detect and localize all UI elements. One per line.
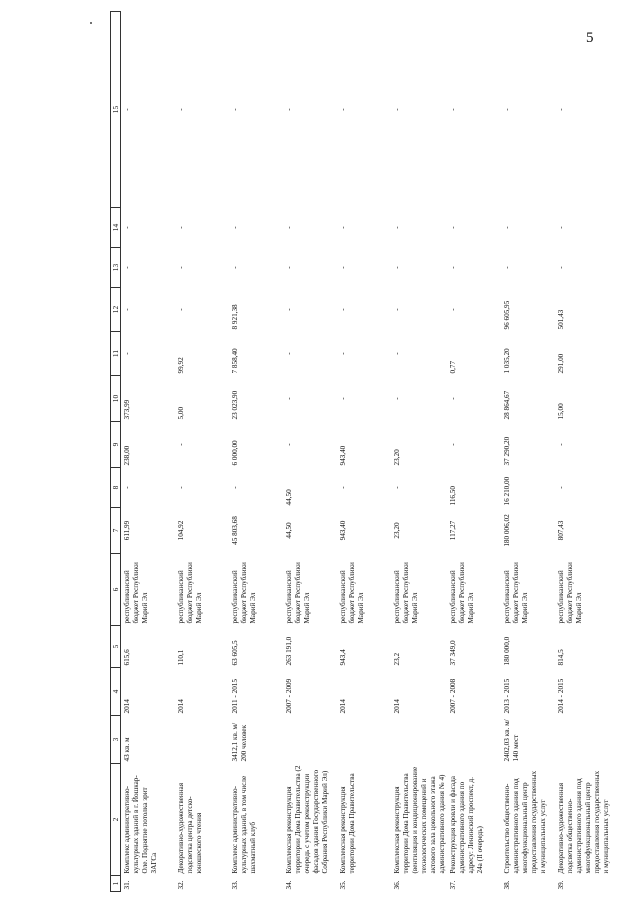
table-row — [391, 12, 447, 892]
table-cell: - — [557, 486, 566, 489]
table-cell: 44,50 — [285, 522, 294, 539]
table-cell: 37. — [449, 880, 458, 890]
table-cell: Комплексная реконструкция территории Дома Правительства — [339, 773, 357, 874]
table-cell: - — [339, 308, 348, 311]
table-cell: - — [123, 352, 132, 355]
table-cell: 2014 — [123, 699, 132, 714]
table-cell: 180 000,0 — [503, 636, 512, 666]
table-cell: 5,00 — [177, 406, 186, 420]
table-cell: Комплекс административно-культурных зданий, в том числе шахматный клуб — [231, 775, 258, 874]
table-row — [229, 12, 283, 892]
budget-table — [110, 11, 611, 892]
table-cell: 615,6 — [123, 649, 132, 666]
table-cell: республиканский бюджет Республики Марий Эл — [177, 562, 204, 624]
table-cell: - — [449, 108, 458, 111]
table-cell: - — [393, 397, 402, 400]
column-header: 6 — [111, 554, 121, 626]
table-cell — [337, 716, 391, 764]
table-cell: - — [449, 397, 458, 400]
table-cell: 180 006,02 — [503, 514, 512, 547]
column-header: 1 — [111, 876, 121, 892]
table-cell: 33. — [231, 880, 240, 890]
table-cell: 23,2 — [393, 652, 402, 666]
table-cell: 2014 — [339, 699, 348, 714]
table-cell: - — [123, 108, 132, 111]
table-cell: - — [231, 486, 240, 489]
table-row — [283, 12, 337, 892]
table-cell: 238,00 — [123, 445, 132, 466]
table-cell: 116,50 — [449, 486, 458, 506]
table-cell: - — [393, 308, 402, 311]
table-cell: 43 кв. м — [123, 737, 132, 762]
table-cell: 117,27 — [449, 520, 458, 541]
table-cell: 1 035,20 — [503, 348, 512, 374]
table-cell: - — [123, 308, 132, 311]
table-cell: - — [393, 226, 402, 229]
table-cell: 34. — [285, 880, 294, 890]
column-header: 2 — [111, 764, 121, 876]
table-cell: 8 921,38 — [231, 304, 240, 330]
table-cell: Декоративно-художественная подсветка центра детско-юношеского чтения — [177, 782, 204, 874]
table-cell: - — [393, 108, 402, 111]
table-cell: 2402,03 кв. м/ 140 мест — [503, 719, 521, 762]
table-cell: 37 349,0 — [449, 640, 458, 666]
table-body — [121, 12, 612, 892]
table-row — [501, 12, 555, 892]
table-cell: - — [285, 108, 294, 111]
table-cell: - — [285, 226, 294, 229]
table-cell: Декоративно-художественная подсветка общественно-административного здания под многофункциональный центр предоставления государственных и муниципальных услуг — [557, 770, 611, 874]
table-cell: - — [177, 486, 186, 489]
table-cell — [555, 716, 611, 764]
table-cell: - — [285, 352, 294, 355]
column-header: 14 — [111, 208, 121, 248]
table-cell: 943,40 — [339, 445, 348, 466]
table-row — [447, 12, 501, 892]
table-cell: - — [285, 266, 294, 269]
table-cell: Комплексная реконструкция территории Дома Правительства (вентиляция и кондиционирование технологических помещений и актового зала цокольного этажа административного здания № 4) — [393, 766, 447, 874]
table-cell: - — [503, 266, 512, 269]
table-cell: - — [177, 226, 186, 229]
table-cell: 263 191,0 — [285, 636, 294, 666]
table-cell: 32. — [177, 880, 186, 890]
table-cell: - — [503, 108, 512, 111]
column-header: 11 — [111, 332, 121, 376]
table-cell: - — [285, 443, 294, 446]
table-cell: Комплексная реконструкция территории Дома Правительства (2 очередь с учетом реконструкции фасадов здания Государственного Собрания Республики Марий Эл) — [285, 765, 330, 874]
table-cell: 2014 - 2015 — [557, 678, 566, 714]
table-row — [337, 12, 391, 892]
table-cell: - — [339, 108, 348, 111]
table-cell: 23 023,90 — [231, 390, 240, 420]
page-number: 5 — [586, 30, 594, 46]
table-cell — [391, 716, 447, 764]
column-header: 12 — [111, 288, 121, 332]
table-cell: - — [231, 108, 240, 111]
table-cell: - — [285, 397, 294, 400]
table-cell: 807,43 — [557, 520, 566, 541]
table-cell: 110,1 — [177, 649, 186, 666]
table-cell: 38. — [503, 880, 512, 890]
table-cell: - — [339, 226, 348, 229]
table-cell: - — [449, 226, 458, 229]
table-cell: республиканский бюджет Республики Марий Эл — [231, 562, 258, 624]
table-cell: 96 605,95 — [503, 300, 512, 330]
table-cell: 23,20 — [393, 522, 402, 539]
table-cell: республиканский бюджет Республики Марий Эл — [339, 562, 366, 624]
table-cell: республиканский бюджет Республики Марий Эл — [557, 562, 584, 624]
table-cell: - — [231, 266, 240, 269]
table-cell: республиканский бюджет Республики Марий Эл — [503, 562, 530, 624]
table-cell: 611,99 — [123, 520, 132, 541]
table-cell: - — [557, 226, 566, 229]
table-cell — [283, 716, 337, 764]
table-cell: - — [449, 266, 458, 269]
table-cell: - — [123, 486, 132, 489]
table-cell: 39. — [557, 880, 566, 890]
table-cell: Строительство общественно-административного здания под многофункциональный центр предоставления государственных и муниципальных услуг — [503, 770, 548, 874]
table-cell: 291,00 — [557, 353, 566, 374]
table-cell: республиканский бюджет Республики Марий Эл — [393, 562, 420, 624]
table-cell: 23,20 — [393, 449, 402, 466]
table-cell: 28 864,67 — [503, 390, 512, 420]
table-cell: 3412,1 кв. м/ 200 человек — [231, 722, 249, 762]
table-cell: - — [339, 266, 348, 269]
table-cell: 36. — [393, 880, 402, 890]
table-cell: 373,99 — [123, 399, 132, 420]
table-cell — [175, 716, 229, 764]
scan-speck — [90, 22, 92, 24]
table-cell: - — [231, 226, 240, 229]
table-row — [175, 12, 229, 892]
column-header: 3 — [111, 716, 121, 764]
table-cell: 501,43 — [557, 309, 566, 330]
table-cell: 104,92 — [177, 520, 186, 541]
column-header: 9 — [111, 422, 121, 468]
table-cell: 45 803,68 — [231, 516, 240, 545]
table-cell: 943,4 — [339, 649, 348, 666]
table-cell: - — [177, 108, 186, 111]
table-cell: 35. — [339, 880, 348, 890]
rotated-table-container — [110, 105, 640, 892]
column-header: 8 — [111, 468, 121, 508]
table-cell: 31. — [123, 880, 132, 890]
table-cell: - — [339, 486, 348, 489]
table-cell: - — [393, 266, 402, 269]
table-cell: - — [339, 352, 348, 355]
table-cell: - — [449, 443, 458, 446]
table-cell: 2014 — [393, 699, 402, 714]
table-cell: - — [177, 308, 186, 311]
table-cell: 2013 - 2015 — [503, 678, 512, 714]
table-cell: 2011 - 2015 — [231, 679, 240, 714]
table-cell: - — [449, 308, 458, 311]
table-cell: Реконструкция кровли и фасада административного здания по адресу: Ленинский проспект, д. 24а (II очередь) — [449, 776, 485, 874]
table-cell: - — [503, 226, 512, 229]
table-cell: 7 858,40 — [231, 348, 240, 374]
table-cell: 814,5 — [557, 649, 566, 666]
table-row — [555, 12, 611, 892]
table-cell: - — [393, 352, 402, 355]
table-cell: 99,92 — [177, 357, 186, 374]
table-cell: - — [177, 266, 186, 269]
table-row — [121, 12, 176, 892]
table-cell: 2007 - 2009 — [285, 678, 294, 714]
table-cell: республиканский бюджет Республики Марий Эл — [123, 562, 150, 624]
column-header: 5 — [111, 626, 121, 668]
table-cell: 2007 - 2008 — [449, 678, 458, 714]
table-cell: - — [557, 266, 566, 269]
table-cell: - — [393, 486, 402, 489]
table-cell: - — [123, 226, 132, 229]
table-cell: 2014 — [177, 699, 186, 714]
column-header: 10 — [111, 376, 121, 422]
table-cell: 37 290,20 — [503, 436, 512, 466]
table-cell: 63 605,5 — [231, 640, 240, 666]
column-header: 7 — [111, 508, 121, 554]
table-cell: - — [285, 308, 294, 311]
table-cell: республиканский бюджет Республики Марий Эл — [449, 562, 476, 624]
table-cell: 16 210,00 — [503, 476, 512, 506]
table-cell: - — [123, 266, 132, 269]
table-cell: 0,77 — [449, 360, 458, 374]
column-header: 4 — [111, 668, 121, 716]
table-cell: - — [339, 397, 348, 400]
table-cell — [447, 716, 501, 764]
column-header: 15 — [111, 12, 121, 208]
table-cell: 44,50 — [285, 489, 294, 506]
table-cell: Комплекс административно-культурных зданий в г. Йошкар-Оле. Поднятие потолка зрит ЗАГСа — [123, 775, 159, 874]
header-row — [111, 12, 121, 892]
table-cell: - — [557, 443, 566, 446]
table-cell: республиканский бюджет Республики Марий Эл — [285, 562, 312, 624]
column-header: 13 — [111, 248, 121, 288]
table-cell: 943,40 — [339, 520, 348, 541]
table-cell: - — [557, 108, 566, 111]
table-cell: 15,00 — [557, 403, 566, 420]
table-cell: - — [177, 443, 186, 446]
table-cell: 6 000,00 — [231, 440, 240, 466]
